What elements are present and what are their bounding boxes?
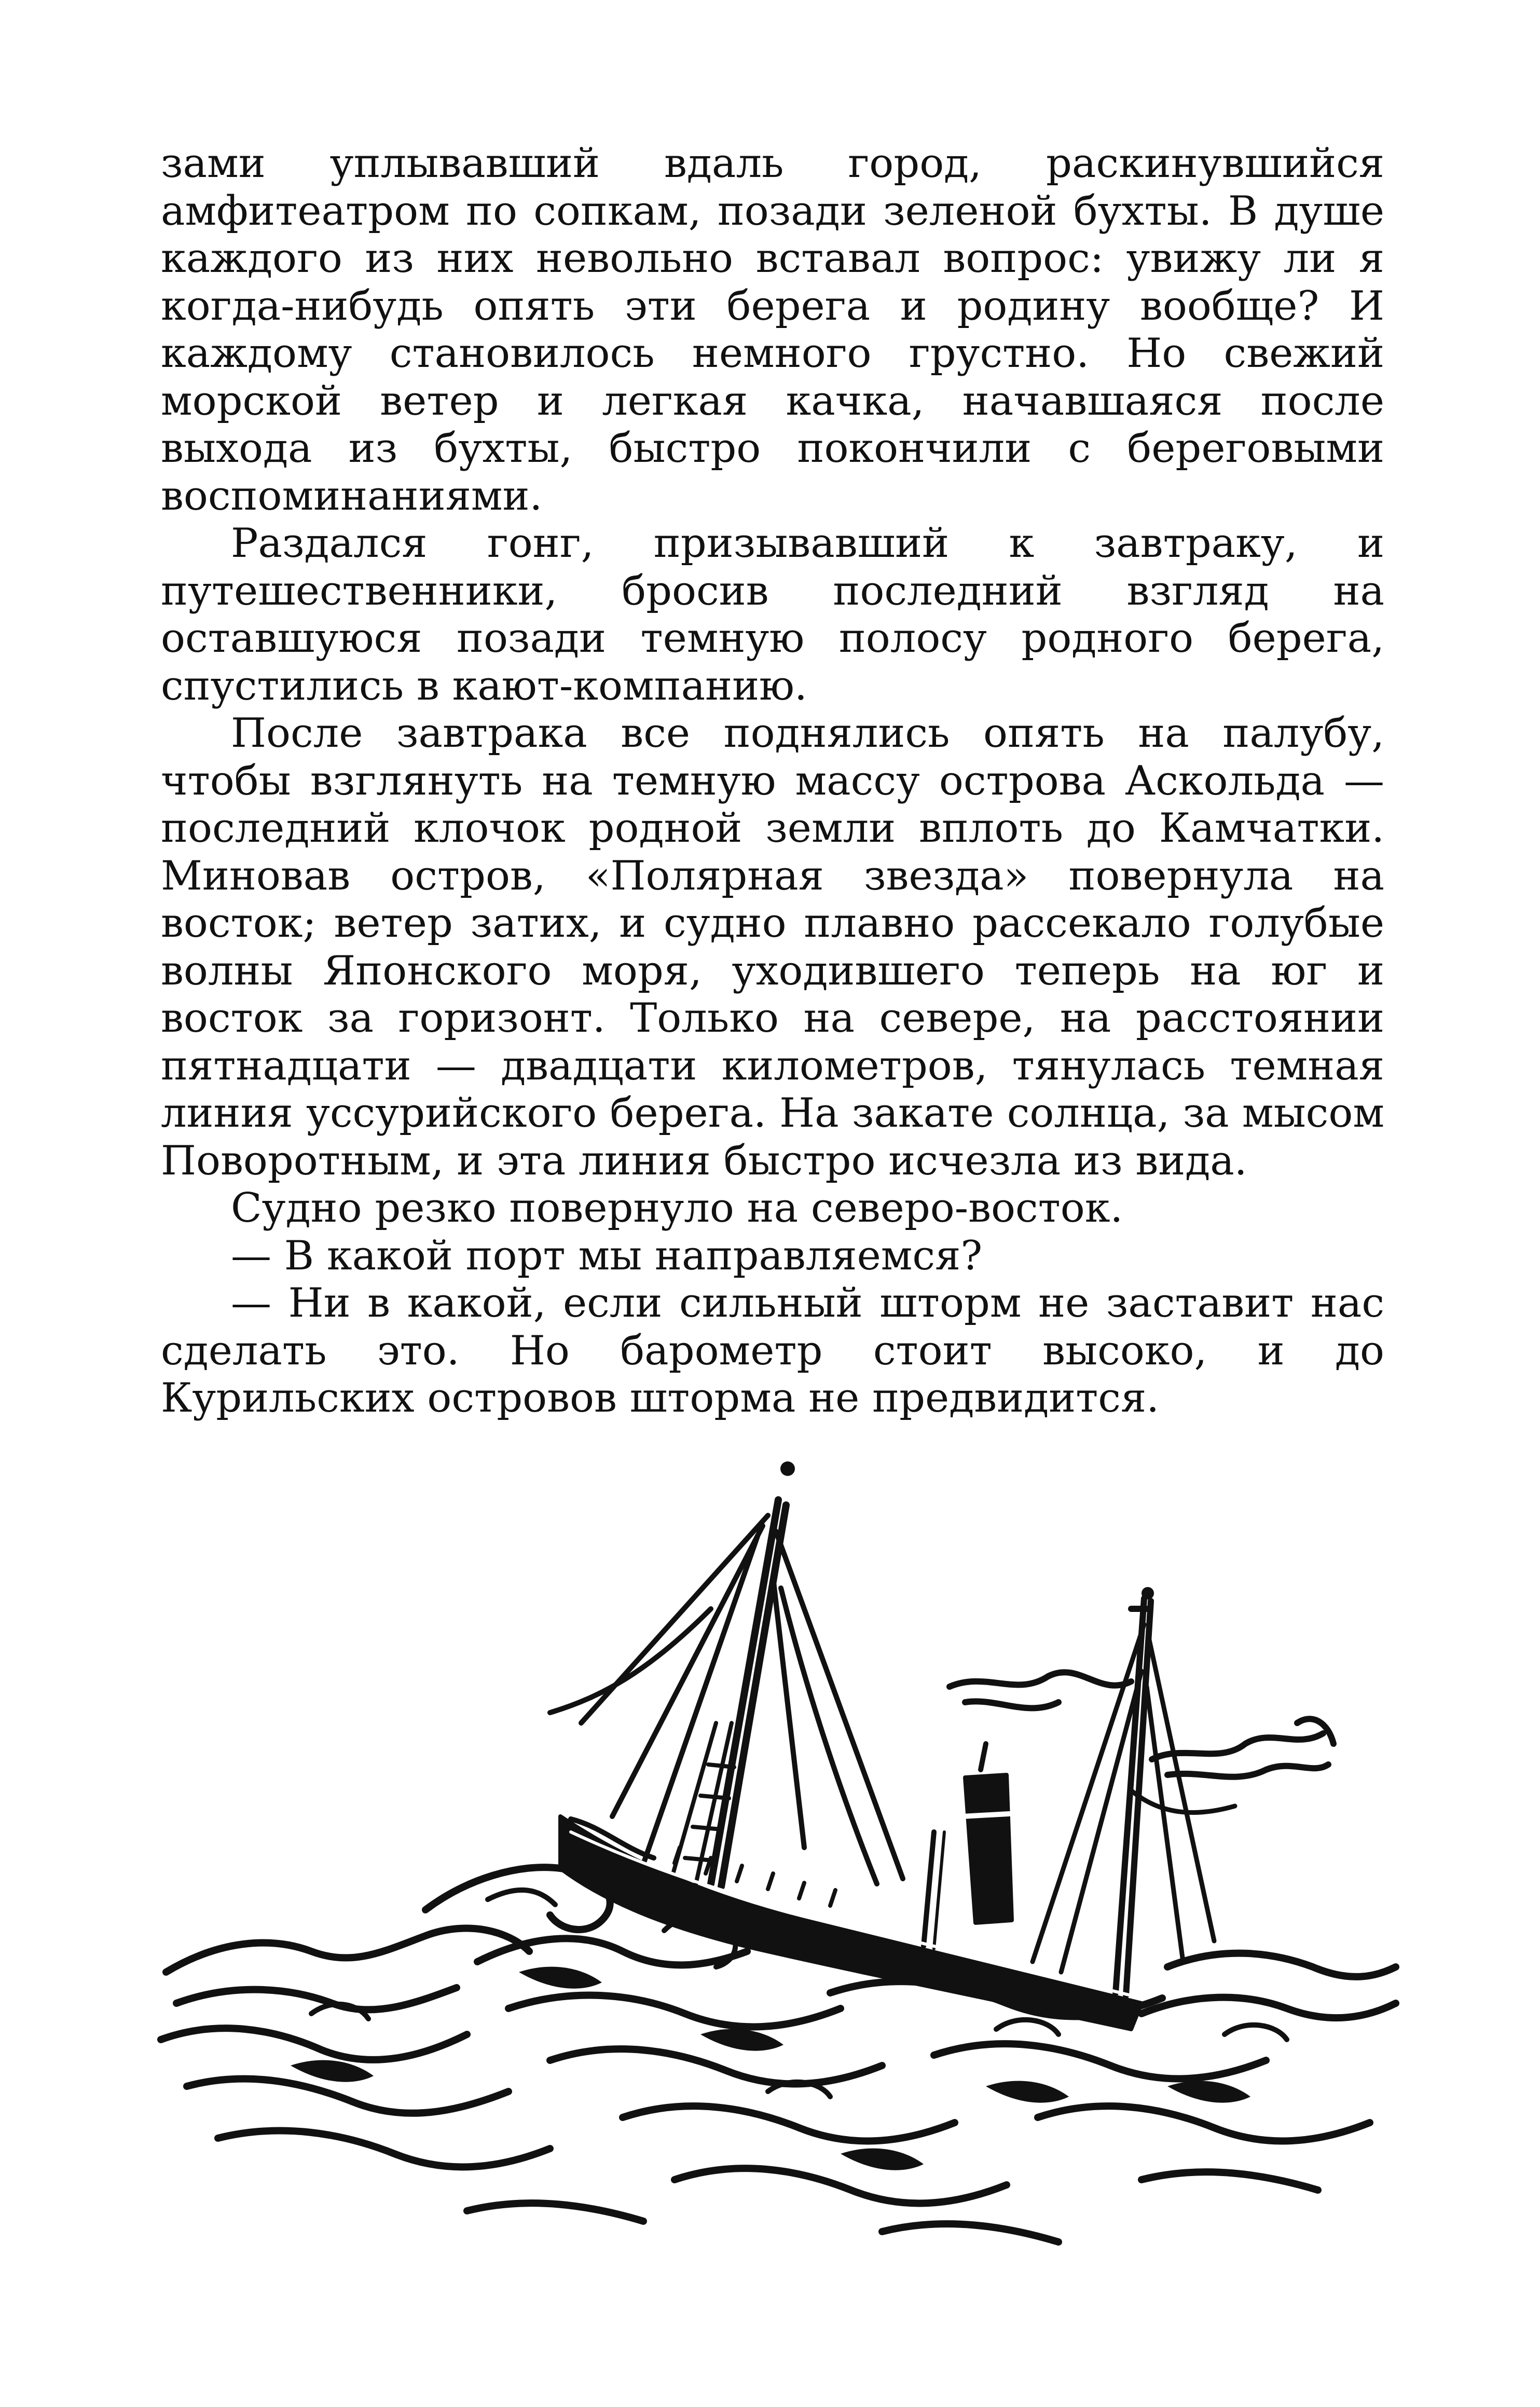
funnel [962, 1744, 1012, 1923]
paragraph-4: Судно резко повернуло на северо-восток. [231, 1185, 1123, 1232]
body-text [161, 140, 1384, 1423]
paragraph-5-dialogue: — В какой порт мы направляемся? [231, 1232, 983, 1279]
paragraph-6-dialogue: — Ни в какой, если сильный шторм не заставит нас сделать это. Но барометр стоит высоко, и до Курильских островов шторма не предвидится. [161, 1280, 1384, 1421]
steamship-illustration [156, 1453, 1401, 2273]
paragraph-2: Раздался гонг, призывавший к завтраку, и путешественники, бросив последний взгляд на оставшуюся позади темную полосу родного берега, спустились в кают-компанию. [161, 520, 1384, 709]
paragraph-3: После завтрака все поднялись опять на палубу, чтобы взглянуть на темную массу острова Аскольда — последний клочок родной земли вплоть до Камчатки. Миновав остров, «Полярная звезда» повернула на восток; ветер затих, и судно плавно рассекало голубые волны Японского моря, уходившего теперь на юг и восток за горизонт. Только на севере, на расстоянии пятнадцати — двадцати километров, тянулась темная линия уссурийского берега. На закате солнца, за мысом Поворотным, и эта линия быстро исчезла из вида. [161, 710, 1384, 1184]
paragraph-1: зами уплывавший вдаль город, раскинувшийся амфитеатром по сопкам, позади зеленой бухты. В душе каждого из них невольно вставал вопрос: увижу ли я когда-нибудь опять эти берега и родину вообще? И каждому становилось немного грустно. Но свежий морской ветер и легкая качка, начавшаяся после выхода из бухты, быстро покончили с береговыми воспоминаниями. [161, 140, 1384, 519]
